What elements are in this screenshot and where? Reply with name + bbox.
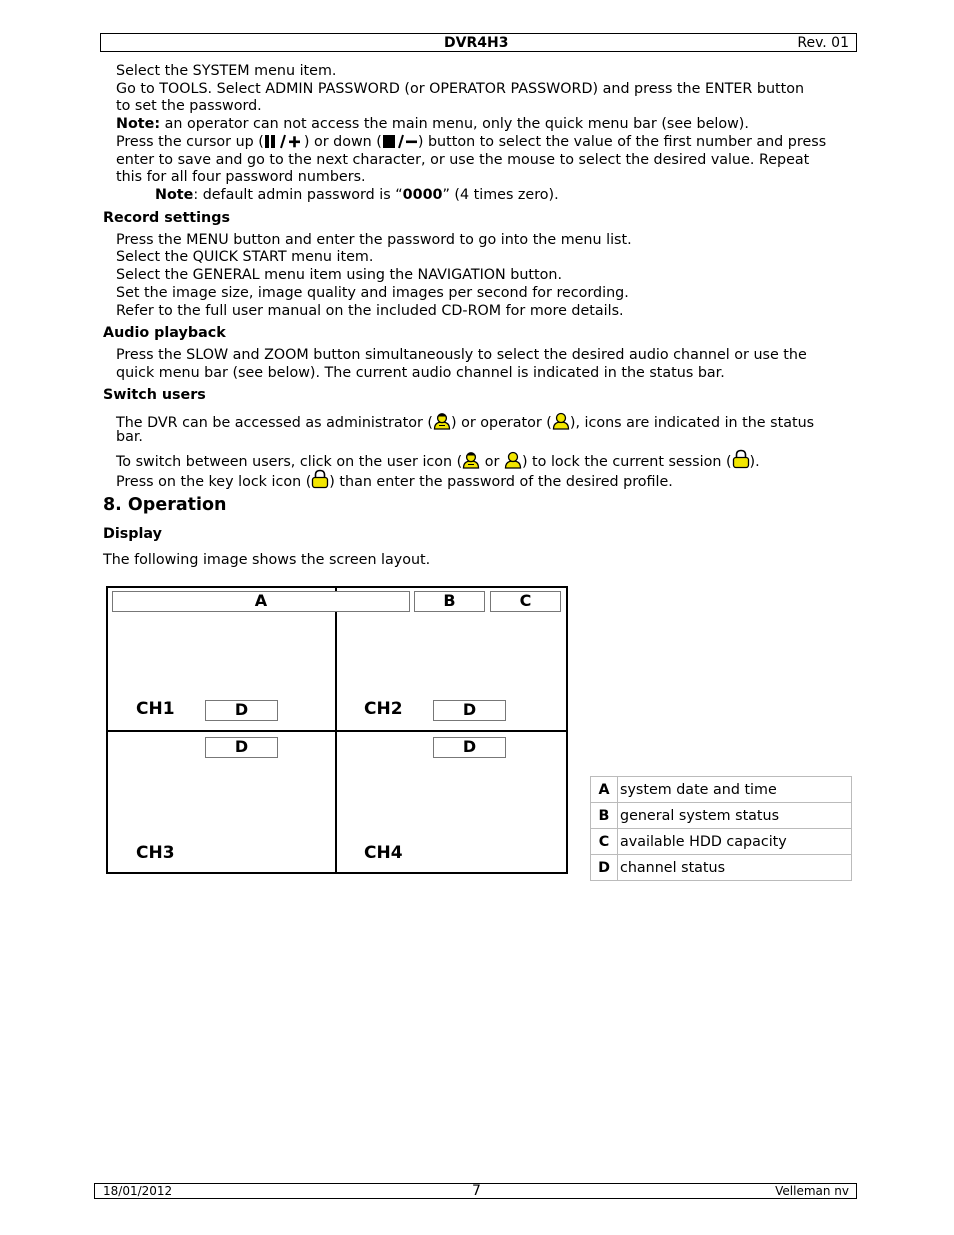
switch-users-heading: Switch users xyxy=(103,387,206,403)
record-line-2: Select the QUICK START menu item. xyxy=(116,249,374,265)
channel-1-label: CH1 xyxy=(136,699,175,719)
cursor-line-3: this for all four password numbers. xyxy=(116,169,366,185)
note-label: Note: xyxy=(116,116,161,132)
switch-text-3b: ) than enter the password of the desired profile. xyxy=(329,474,673,490)
record-line-5: Refer to the full user manual on the included CD-ROM for more details. xyxy=(116,303,624,319)
header-rev: Rev. 01 xyxy=(797,35,849,51)
audio-line-1: Press the SLOW and ZOOM button simultaneously to select the desired audio channel or use the xyxy=(116,347,807,363)
legend-key: C xyxy=(591,829,618,855)
label-d: D xyxy=(462,700,477,719)
switch-line-1 xyxy=(116,412,814,436)
default-note-label: Note xyxy=(155,187,194,203)
legend-desc: available HDD capacity xyxy=(618,829,852,855)
default-text-a: : default admin password is “ xyxy=(193,187,403,203)
legend-key: A xyxy=(591,777,618,803)
footer-date: 18/01/2012 xyxy=(103,1184,173,1198)
label-box-b xyxy=(414,591,485,612)
default-password-note xyxy=(155,187,559,205)
label-box-c xyxy=(490,591,561,612)
record-settings-heading: Record settings xyxy=(103,210,230,226)
legend-row xyxy=(591,829,852,855)
switch-text-2a: To switch between users, click on the user icon ( xyxy=(116,454,463,470)
legend-key: D xyxy=(591,855,618,881)
cursor-text-b: ) or down ( xyxy=(303,134,382,150)
audio-playback-heading: Audio playback xyxy=(103,325,226,341)
footer-company: Velleman nv xyxy=(775,1184,849,1198)
switch-text-2d: ). xyxy=(749,454,760,470)
legend-key: B xyxy=(591,803,618,829)
default-text-b: ” (4 times zero). xyxy=(442,187,559,203)
intro-line-2: Go to TOOLS. Select ADMIN PASSWORD (or OPERATOR PASSWORD) and press the ENTER button xyxy=(116,81,805,97)
channel-4-label: CH4 xyxy=(364,843,403,863)
operation-heading-wrap xyxy=(103,495,226,515)
screen-layout-diagram xyxy=(106,586,568,874)
cursor-text-c: ) button to select the value of the first number and press xyxy=(417,134,827,150)
label-box-d-ch4 xyxy=(433,737,506,758)
footer-page-number: 7 xyxy=(472,1183,481,1199)
legend-row xyxy=(591,855,852,881)
record-line-1: Press the MENU button and enter the password to go into the menu list. xyxy=(116,232,632,248)
label-a: A xyxy=(254,591,268,610)
page-header xyxy=(100,33,857,52)
operator-user-icon xyxy=(552,412,570,436)
display-text: The following image shows the screen layout. xyxy=(103,552,431,568)
page-footer xyxy=(94,1183,857,1199)
label-box-d-ch3 xyxy=(205,737,278,758)
label-b: B xyxy=(443,591,456,610)
legend-table xyxy=(590,776,852,881)
switch-text-1a: The DVR can be accessed as administrator ( xyxy=(116,415,433,431)
intro-line-1: Select the SYSTEM menu item. xyxy=(116,63,337,79)
label-box-d-ch1 xyxy=(205,700,278,721)
switch-line-1-cont: bar. xyxy=(116,429,143,445)
switch-text-2c: ) to lock the current session ( xyxy=(521,454,732,470)
label-c: C xyxy=(519,591,532,610)
channel-2-label: CH2 xyxy=(364,699,403,719)
label-d: D xyxy=(462,737,477,756)
display-heading: Display xyxy=(103,526,162,542)
channel-3-label: CH3 xyxy=(136,843,175,863)
intro-line-3: to set the password. xyxy=(116,98,262,114)
legend-desc: channel status xyxy=(618,855,852,881)
switch-text-2b: or xyxy=(480,454,504,470)
label-d: D xyxy=(234,737,249,756)
legend-row xyxy=(591,803,852,829)
label-box-d-ch2 xyxy=(433,700,506,721)
legend-desc: system date and time xyxy=(618,777,852,803)
label-d: D xyxy=(234,700,249,719)
legend-desc: general system status xyxy=(618,803,852,829)
key-lock-icon xyxy=(732,449,750,475)
cursor-text-a: Press the cursor up ( xyxy=(116,134,264,150)
audio-line-2: quick menu bar (see below). The current audio channel is indicated in the status bar. xyxy=(116,365,725,381)
cursor-line-2: enter to save and go to the next character, or use the mouse to select the desired value. Repeat xyxy=(116,152,810,168)
switch-text-3a: Press on the key lock icon ( xyxy=(116,474,312,490)
header-title: DVR4H3 xyxy=(444,35,509,51)
legend-row xyxy=(591,777,852,803)
switch-line-3 xyxy=(116,469,673,495)
note-text: an operator can not access the main menu, only the quick menu bar (see below). xyxy=(160,116,749,132)
admin-user-icon xyxy=(433,412,451,436)
switch-text-1b: ) or operator ( xyxy=(450,415,552,431)
default-password-value: 0000 xyxy=(402,187,443,203)
diagram-horizontal-divider xyxy=(108,730,566,732)
switch-text-1c: ), icons are indicated in the status xyxy=(569,415,815,431)
label-box-a xyxy=(112,591,410,612)
key-lock-icon xyxy=(311,469,329,495)
intro-note xyxy=(116,116,749,134)
operation-heading: 8. Operation xyxy=(103,495,227,515)
record-line-4: Set the image size, image quality and images per second for recording. xyxy=(116,285,629,301)
record-line-3: Select the GENERAL menu item using the NAVIGATION button. xyxy=(116,267,562,283)
